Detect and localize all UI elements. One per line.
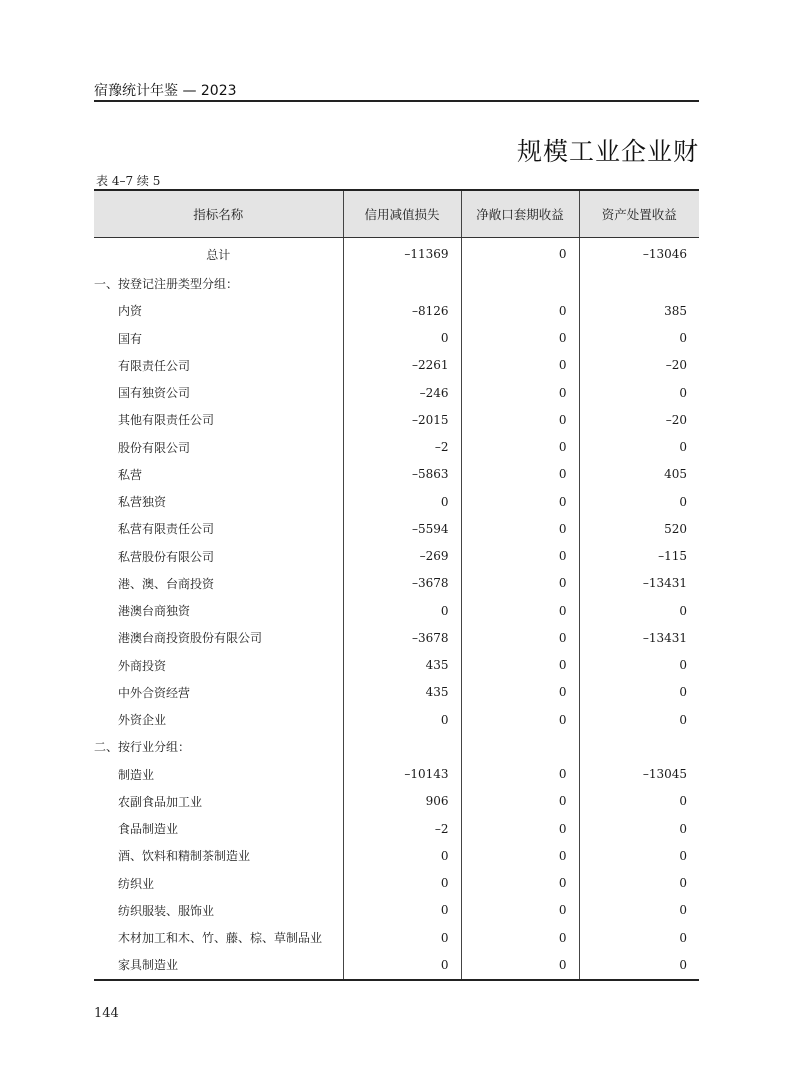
cell-asset-disposal: 0	[579, 951, 699, 979]
page-number: 144	[94, 1006, 119, 1021]
table-header-row	[94, 190, 699, 238]
row-indicator-name: 港、澳、台商投资	[118, 576, 215, 591]
cell-asset-disposal	[579, 270, 699, 297]
cell-credit-impairment: 0	[343, 597, 461, 624]
table-row	[94, 488, 699, 515]
cell-credit-impairment: –246	[343, 379, 461, 406]
cell-credit-impairment: 0	[343, 897, 461, 924]
table-body	[94, 238, 699, 980]
cell-credit-impairment: 906	[343, 788, 461, 815]
cell-credit-impairment	[343, 270, 461, 297]
row-indicator-name: 外商投资	[118, 658, 167, 673]
row-indicator-name: 一、按登记注册类型分组：	[94, 277, 239, 292]
cell-credit-impairment: 435	[343, 652, 461, 679]
cell-hedging-gain: 0	[461, 761, 579, 788]
cell-hedging-gain: 0	[461, 238, 579, 271]
cell-asset-disposal: 0	[579, 706, 699, 733]
row-indicator-name: 港澳台商投资股份有限公司	[118, 631, 263, 646]
cell-asset-disposal: 385	[579, 297, 699, 324]
cell-hedging-gain: 0	[461, 297, 579, 324]
cell-asset-disposal: 0	[579, 788, 699, 815]
cell-credit-impairment: 0	[343, 842, 461, 869]
table-row	[94, 570, 699, 597]
table-row	[94, 597, 699, 624]
cell-credit-impairment: –11369	[343, 238, 461, 271]
cell-hedging-gain: 0	[461, 951, 579, 979]
cell-hedging-gain: 0	[461, 652, 579, 679]
cell-asset-disposal: 520	[579, 515, 699, 542]
column-header-hedging-gain: 净敞口套期收益	[461, 190, 579, 238]
cell-hedging-gain: 0	[461, 325, 579, 352]
cell-asset-disposal: –13046	[579, 238, 699, 271]
cell-asset-disposal: 0	[579, 325, 699, 352]
row-indicator-name: 中外合资经营	[118, 685, 191, 700]
cell-credit-impairment: –3678	[343, 570, 461, 597]
row-indicator-name: 酒、饮料和精制茶制造业	[118, 849, 251, 864]
row-indicator-name: 港澳台商独资	[118, 604, 191, 619]
row-indicator-name: 纺织服装、服饰业	[118, 903, 215, 918]
table-row	[94, 733, 699, 760]
column-header-credit-impairment: 信用减值损失	[343, 190, 461, 238]
data-table-container	[94, 189, 699, 981]
cell-hedging-gain: 0	[461, 406, 579, 433]
table-row	[94, 515, 699, 542]
cell-credit-impairment: –2261	[343, 352, 461, 379]
cell-credit-impairment: 0	[343, 924, 461, 951]
row-indicator-name: 家具制造业	[94, 951, 343, 979]
table-row	[94, 870, 699, 897]
table-row	[94, 815, 699, 842]
row-indicator-name: 其他有限责任公司	[118, 413, 215, 428]
cell-hedging-gain: 0	[461, 461, 579, 488]
cell-hedging-gain	[461, 270, 579, 297]
cell-credit-impairment: –2015	[343, 406, 461, 433]
cell-credit-impairment: 0	[343, 488, 461, 515]
cell-hedging-gain: 0	[461, 488, 579, 515]
table-row	[94, 352, 699, 379]
table-row	[94, 434, 699, 461]
cell-asset-disposal: 405	[579, 461, 699, 488]
page-title: 规模工业企业财	[516, 137, 699, 166]
table-row	[94, 842, 699, 869]
cell-credit-impairment: –8126	[343, 297, 461, 324]
cell-credit-impairment: –10143	[343, 761, 461, 788]
cell-credit-impairment: 0	[343, 951, 461, 979]
cell-hedging-gain: 0	[461, 543, 579, 570]
data-table	[94, 189, 699, 981]
cell-credit-impairment: 0	[343, 870, 461, 897]
cell-asset-disposal: –20	[579, 352, 699, 379]
cell-hedging-gain: 0	[461, 870, 579, 897]
table-row	[94, 379, 699, 406]
cell-asset-disposal: –115	[579, 543, 699, 570]
table-row	[94, 461, 699, 488]
cell-hedging-gain: 0	[461, 815, 579, 842]
cell-credit-impairment: –269	[343, 543, 461, 570]
cell-asset-disposal: 0	[579, 434, 699, 461]
cell-credit-impairment: –2	[343, 815, 461, 842]
cell-hedging-gain: 0	[461, 570, 579, 597]
table-row	[94, 270, 699, 297]
table-row	[94, 406, 699, 433]
cell-asset-disposal: 0	[579, 488, 699, 515]
cell-hedging-gain: 0	[461, 379, 579, 406]
row-indicator-name: 私营有限责任公司	[118, 522, 215, 537]
table-row	[94, 543, 699, 570]
cell-asset-disposal: 0	[579, 379, 699, 406]
cell-credit-impairment: –5594	[343, 515, 461, 542]
column-header-asset-disposal: 资产处置收益	[579, 190, 699, 238]
row-indicator-name: 国有独资公司	[118, 386, 191, 401]
cell-hedging-gain: 0	[461, 434, 579, 461]
cell-asset-disposal: 0	[579, 842, 699, 869]
row-indicator-name: 内资	[118, 304, 143, 319]
cell-asset-disposal: –13431	[579, 624, 699, 651]
cell-credit-impairment	[343, 733, 461, 760]
cell-hedging-gain: 0	[461, 706, 579, 733]
row-indicator-name: 食品制造业	[118, 822, 179, 837]
row-indicator-name: 二、按行业分组：	[94, 740, 191, 755]
cell-hedging-gain: 0	[461, 515, 579, 542]
row-indicator-name: 总计	[206, 247, 231, 262]
cell-credit-impairment: –2	[343, 434, 461, 461]
cell-asset-disposal: 0	[579, 597, 699, 624]
table-row	[94, 679, 699, 706]
table-row	[94, 761, 699, 788]
row-indicator-name: 股份有限公司	[118, 440, 191, 455]
table-row	[94, 297, 699, 324]
row-indicator-name: 私营独资	[118, 495, 167, 510]
table-row	[94, 951, 699, 979]
header-rule	[94, 100, 699, 102]
cell-asset-disposal: 0	[579, 679, 699, 706]
cell-hedging-gain: 0	[461, 788, 579, 815]
table-row	[94, 924, 699, 951]
cell-hedging-gain: 0	[461, 352, 579, 379]
column-header-indicator: 指标名称	[94, 190, 343, 238]
cell-credit-impairment: 0	[343, 325, 461, 352]
table-row	[94, 897, 699, 924]
cell-asset-disposal: 0	[579, 924, 699, 951]
table-label: 表 4–7 续 5	[96, 174, 161, 188]
cell-hedging-gain: 0	[461, 624, 579, 651]
cell-credit-impairment: –5863	[343, 461, 461, 488]
cell-hedging-gain	[461, 733, 579, 760]
table-row	[94, 706, 699, 733]
cell-asset-disposal: 0	[579, 870, 699, 897]
table-row	[94, 238, 699, 271]
running-head: 宿豫统计年鉴 — 2023	[94, 83, 237, 99]
cell-hedging-gain: 0	[461, 597, 579, 624]
cell-hedging-gain: 0	[461, 924, 579, 951]
row-indicator-name: 私营	[118, 467, 143, 482]
row-indicator-name: 国有	[118, 331, 143, 346]
row-indicator-name: 有限责任公司	[118, 358, 191, 373]
row-indicator-name: 木材加工和木、竹、藤、棕、草制品业	[118, 931, 323, 946]
cell-credit-impairment: –3678	[343, 624, 461, 651]
row-indicator-name: 私营股份有限公司	[118, 549, 215, 564]
cell-asset-disposal	[579, 733, 699, 760]
table-row	[94, 788, 699, 815]
row-indicator-name: 纺织业	[118, 876, 155, 891]
row-indicator-name: 外资企业	[118, 713, 167, 728]
cell-credit-impairment: 0	[343, 706, 461, 733]
cell-asset-disposal: –13431	[579, 570, 699, 597]
cell-asset-disposal: 0	[579, 897, 699, 924]
cell-asset-disposal: –13045	[579, 761, 699, 788]
cell-hedging-gain: 0	[461, 679, 579, 706]
cell-asset-disposal: –20	[579, 406, 699, 433]
table-row	[94, 325, 699, 352]
row-indicator-name: 农副食品加工业	[118, 794, 203, 809]
table-row	[94, 652, 699, 679]
row-indicator-name: 制造业	[118, 767, 155, 782]
cell-hedging-gain: 0	[461, 897, 579, 924]
cell-hedging-gain: 0	[461, 842, 579, 869]
table-row	[94, 624, 699, 651]
cell-asset-disposal: 0	[579, 815, 699, 842]
cell-credit-impairment: 435	[343, 679, 461, 706]
cell-asset-disposal: 0	[579, 652, 699, 679]
